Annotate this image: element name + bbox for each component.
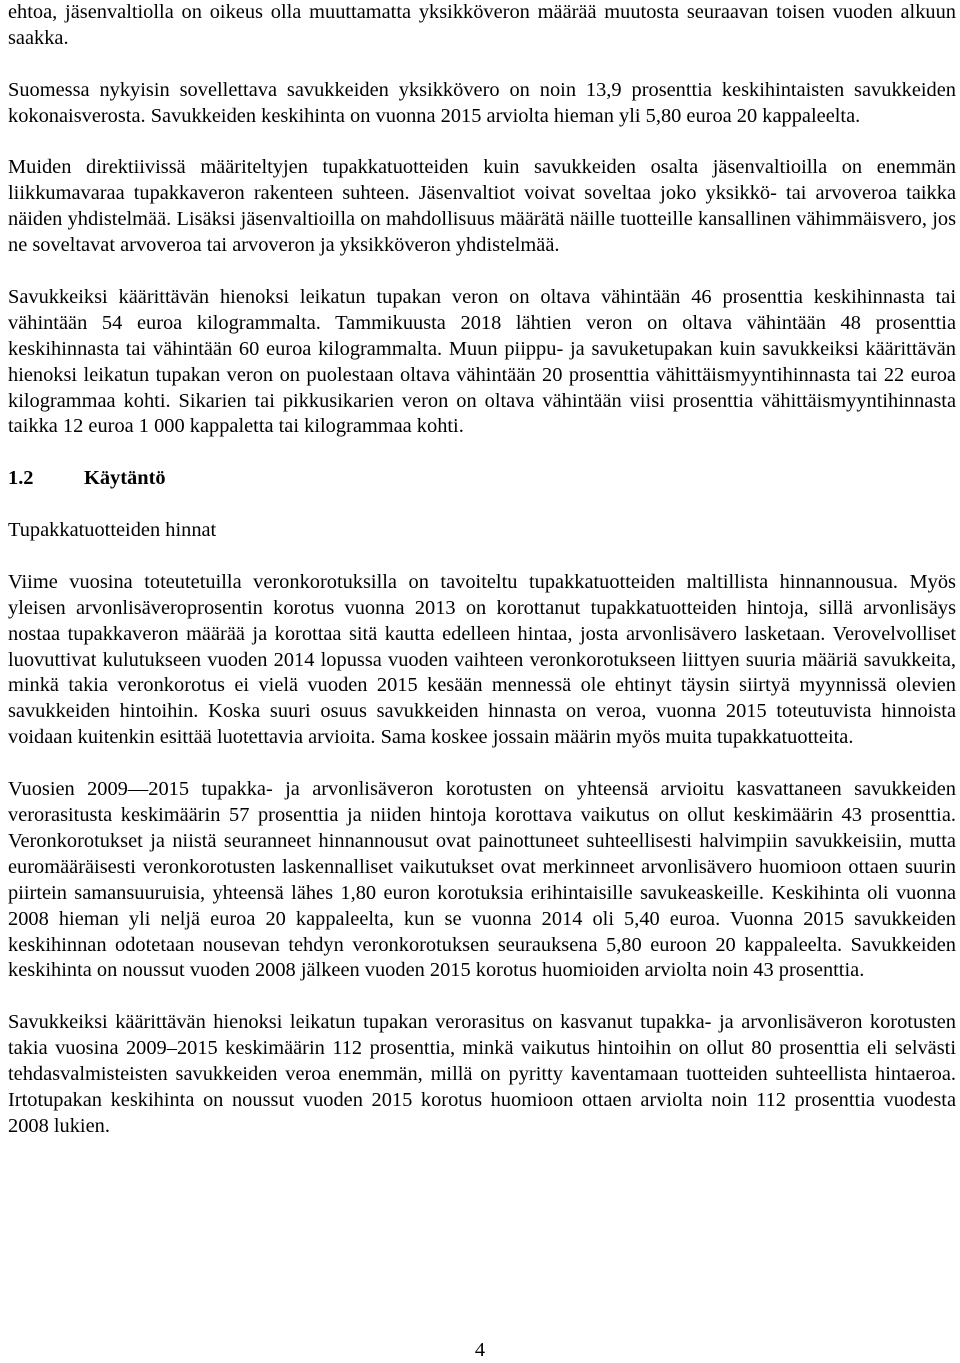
subsection-heading: Tupakkatuotteiden hinnat <box>8 519 217 542</box>
paragraph-price-increases: Viime vuosina toteutetuilla veronkorotuksilla on tavoiteltu tupakkatuotteiden maltillista hinnannousua. Myös yleisen arvonlisäveroprosentin korotus vuonna 2013 on korottanut tupakkatuotteiden hintoja, sillä arvonlisäys nostaa tupakkaveron määrää ja korottaa sitä kautta edelleen hintaa, josta arvonlisävero lasketaan. Verovelvolliset luovuttivat kulutukseen vuoden 2014 lopussa vuoden vaihteen veronkorotukseen liittyen suuria määriä savukkeita, minkä takia veronkorotus ei vielä vuoden 2015 kesään mennessä ole ehtinyt täysin siirtyä myynnissä olevien savukkeiden hintoihin. Koska suuri osuus savukkeiden hinnasta on veroa, vuonna 2015 toteutuvista hinnoista voidaan kuitenkin esittää luotettavia arvioita. Sama koskee jossain määrin myös muita tupakkatuotteita. <box>8 570 956 749</box>
section-title: Käytäntö <box>84 467 166 490</box>
section-heading <box>8 466 956 492</box>
paragraph-rolling-tobacco-burden: Savukkeiksi käärittävän hienoksi leikatun tupakan verorasitus on kasvanut tupakka- ja arvonlisäveron korotusten takia vuosina 2009–2015 keskimäärin 112 prosenttia, minkä vaikutus hintoihin on ollut 80 prosenttia eli selvästi tehdasvalmisteisten savukkeiden veroa enemmän, millä on pyritty kaventamaan tuotteiden suhteellista hintaeroa. Irtotupakan keskihinta on noussut vuoden 2015 korotus huomioon ottaen arviolta noin 112 prosenttia vuodesta 2008 lukien. <box>8 1011 956 1137</box>
section-number: 1.2 <box>8 467 34 490</box>
document-page <box>8 0 956 1140</box>
paragraph-tax-history: Vuosien 2009—2015 tupakka- ja arvonlisäveron korotusten on yhteensä arvioitu kasvattaneen savukkeiden verorasitusta keskimäärin 57 prosenttia ja niiden hintoja korottava vaikutus on ollut keskimäärin 43 prosenttia. Veronkorotukset ja niistä seuranneet hinnannousut ovat painottuneet suhteellisesti halvimpiin savukkeisiin, mutta euromääräisesti veronkorotusten laskennalliset vaikutukset ovat merkinneet arvonlisävero huomioon ottaen suurin piirtein samansuuruisia, yhteensä lähes 1,80 euron korotuksia erihintaisille savukeaskeille. Keskihinta oli vuonna 2008 hieman yli neljä euroa 20 kappaleelta, kun se vuonna 2014 oli 5,40 euroa. Vuonna 2015 savukkeiden keskihinnan odotetaan nousevan tehdyn veronkorotuksen seurauksena 5,80 euroon 20 kappaleelta. Savukkeiden keskihinta on noussut vuoden 2008 jälkeen vuoden 2015 korotus huomioiden arviolta noin 43 prosenttia. <box>8 778 956 982</box>
page-number: 4 <box>474 1339 486 1361</box>
paragraph-other-products: Muiden direktiivissä määriteltyjen tupakkatuotteiden kuin savukkeiden osalta jäsenvaltioilla on enemmän liikkumavaraa tupakkaveron rakenteen suhteen. Jäsenvaltiot voivat soveltaa joko yksikkö- tai arvoveroa taikka näiden yhdistelmää. Lisäksi jäsenvaltioilla on mahdollisuus määrätä näille tuotteille kansallinen vähimmäisvero, jos ne soveltavat arvoveroa tai arvoveron ja yksikköveron yhdistelmää. <box>8 156 956 257</box>
paragraph-continuation: ehtoa, jäsenvaltiolla on oikeus olla muuttamatta yksikköveron määrää muutosta seuraavan toisen vuoden alkuun saakka. <box>8 1 956 49</box>
paragraph-unit-tax-share: Suomessa nykyisin sovellettava savukkeiden yksikkövero on noin 13,9 prosenttia keskihintaisten savukkeiden kokonaisverosta. Savukkeiden keskihinta on vuonna 2015 arviolta hieman yli 5,80 euroa 20 kappaleelta. <box>8 78 956 127</box>
paragraph-rolling-tobacco-minimum: Savukkeiksi käärittävän hienoksi leikatun tupakan veron on oltava vähintään 46 prosenttia keskihinnasta tai vähintään 54 euroa kilogrammalta. Tammikuusta 2018 lähtien veron on oltava vähintään 48 prosenttia keskihinnasta tai vähintään 60 euroa kilogrammalta. Muun piippu- ja savuketupakan kuin savukkeiksi käärittävän hienoksi leikatun tupakan veron on puolestaan oltava vähintään 20 prosenttia vähittäismyyntihinnasta tai 22 euroa kilogrammaa kohti. Sikarien tai pikkusikarien veron on oltava vähintään viisi prosenttia vähittäismyyntihinnasta taikka 12 euroa 1 000 kappaletta tai kilogrammaa kohti. <box>8 285 956 438</box>
